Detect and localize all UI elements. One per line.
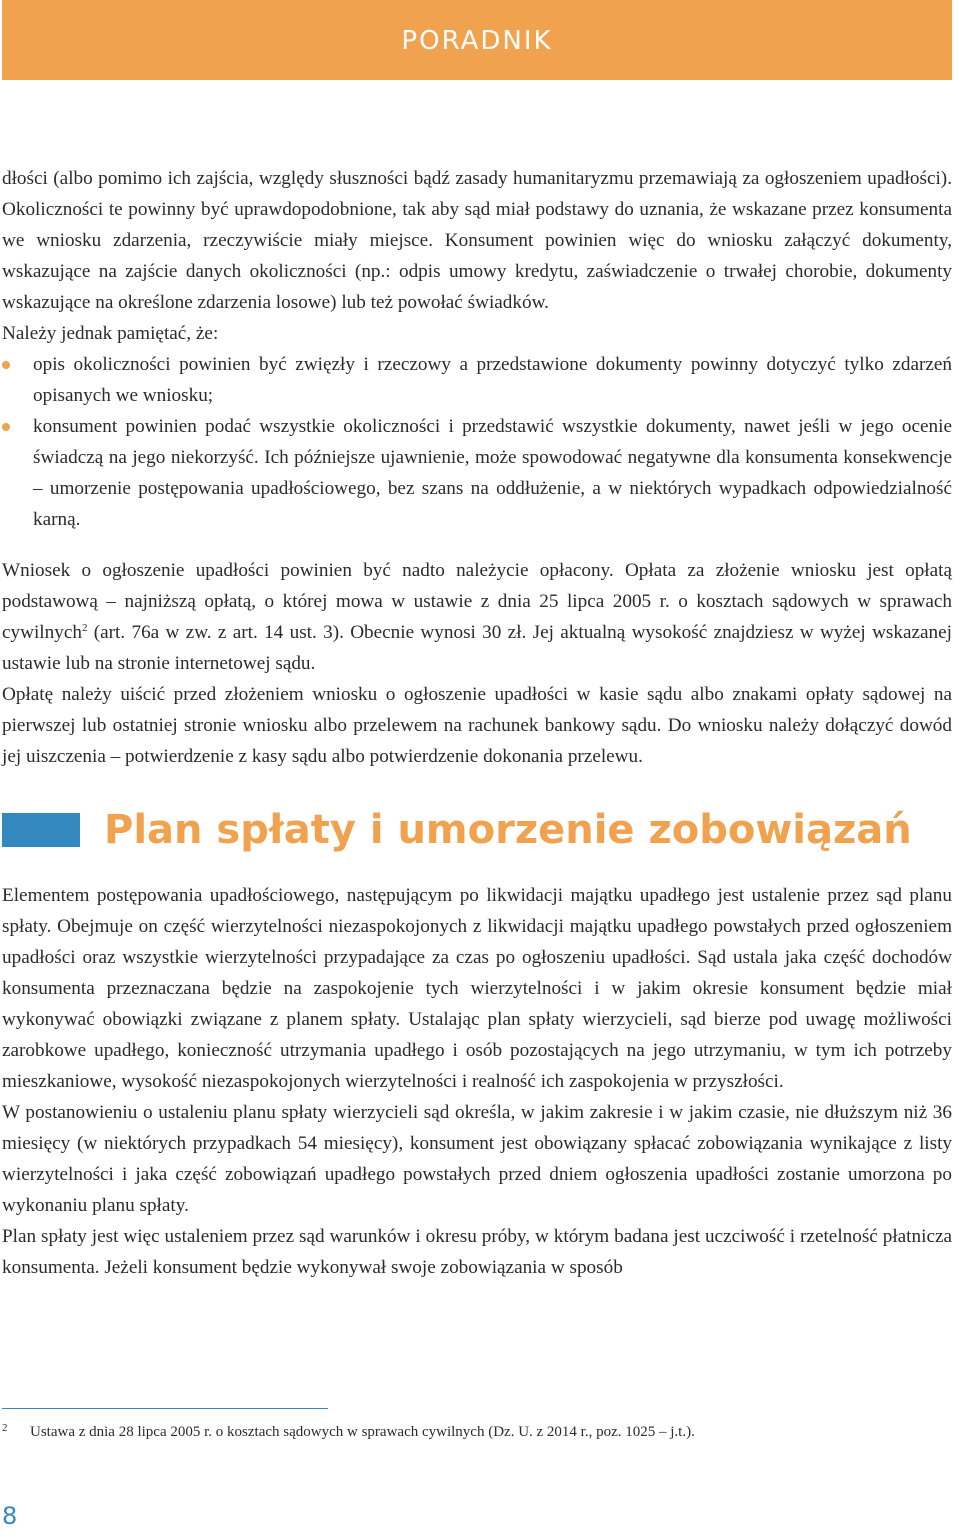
footnote — [2, 1418, 942, 1442]
bullet-icon — [2, 423, 10, 431]
footnote-text: Ustawa z dnia 28 lipca 2005 r. o kosztach sądowych w sprawach cywilnych (Dz. U. z 2014 r., poz. 1025 – j.t.). — [30, 1424, 695, 1440]
section-header — [2, 798, 952, 862]
header-banner — [2, 0, 952, 80]
list-item-text: konsument powinien podać wszystkie okoliczności i przedstawić wszystkie dokumenty, nawet jeśli w jego ocenie świadczą na jego niekorzyść. Ich późniejsze ujawnienie, może spowodować negatywne dla konsumenta konsekwencje – umorzenie postępowania upadłościowego, bez szans na oddłużenie, a w niektórych wypadkach odpowiedzialność karną. — [33, 416, 952, 530]
paragraph: Plan spłaty jest więc ustaleniem przez sąd warunków i okresu próby, w którym badana jest uczciwość i rzetelność płatnicza konsumenta. Jeżeli konsument będzie wykonywał swoje zobowiązania w sposób — [2, 1226, 952, 1278]
paragraph — [2, 555, 952, 679]
paragraph: Elementem postępowania upadłościowego, następującym po likwidacji majątku upadłego jest ustalenie przez sąd planu spłaty. Obejmuje on część wierzytelności niezaspokojonych z likwidacji majątku upadłego powstałych przed ogłoszeniem upadłości oraz wszystkie wierzytelności przypadające za czas po ogłoszeniu upadłości. Sąd ustala jaka część dochodów konsumenta przeznaczana będzie na zaspokojenie tych wierzytelności i w jakim okresie konsument będzie miał wykonywać obowiązki związane z planem spłaty. Ustalając plan spłaty wierzycieli, sąd bierze pod uwagę możliwości zarobkowe upadłego, konieczność utrzymania upadłego i osób pozostających na jego utrzymaniu, w tym ich potrzeby mieszkaniowe, wysokość niezaspokojonych wierzytelności i realność ich zaspokojenia w przyszłości. — [2, 885, 952, 1092]
footnote-ref[interactable]: 2 — [81, 622, 88, 634]
list-item — [2, 411, 952, 535]
list-item — [2, 349, 952, 411]
header-title: PORADNIK — [401, 26, 553, 56]
section-title: Plan spłaty i umorzenie zobowiązań — [104, 806, 912, 853]
paragraph: dłości (albo pomimo ich zajścia, względy słuszności bądź zasady humanitaryzmu przemawiają za ogłoszeniem upadłości). Okoliczności te powinny być uprawdopodobnione, tak aby sąd miał podstawy do uznania, że wskazane przez konsumenta we wniosku zdarzenia, rzeczywiście miały miejsce. Konsument powinien więc do wniosku załączyć dokumenty, wskazujące na zajście danych okoliczności (np.: odpis umowy kredytu, zaświadczenie o trwałej chorobie, dokumenty wskazujące na określone zdarzenia losowe) lub też powołać świadków. — [2, 168, 952, 313]
bullet-icon — [2, 361, 10, 369]
paragraph: W postanowieniu o ustaleniu planu spłaty wierzycieli sąd określa, w jakim zakresie i w jakim czasie, nie dłuższym niż 36 miesięcy (w niektórych przypadkach 54 miesięcy), konsument jest obowiązany spłacać zobowiązania wynikające z listy wierzytelności i jaka część zobowiązań upadłego powstałych przed dniem ogłoszenia upadłości zostanie umorzona po wykonaniu planu spłaty. — [2, 1102, 952, 1216]
bullet-list — [2, 349, 952, 535]
main-content — [2, 163, 952, 1283]
footnote-divider — [2, 1408, 328, 1409]
paragraph-text: Wniosek o ogłoszenie upadłości powinien być nadto należycie opłacony. Opłata za złożenie wniosku jest opłatą podstawową – najniższą opłatą, o której mowa w ustawie z dnia 25 lipca 2005 r. o kosztach sądowych w sprawach cywilnych — [2, 560, 952, 643]
section-marker — [2, 813, 80, 847]
list-item-text: opis okoliczności powinien być zwięzły i rzeczowy a przedstawione dokumenty powinny dotyczyć tylko zdarzeń opisanych we wniosku; — [33, 354, 952, 406]
list-intro: Należy jednak pamiętać, że: — [2, 323, 219, 344]
footnote-number: 2 — [2, 1422, 8, 1434]
paragraph: Opłatę należy uiścić przed złożeniem wniosku o ogłoszenie upadłości w kasie sądu albo znakami opłaty sądowej na pierwszej lub ostatniej stronie wniosku albo przelewem na rachunek bankowy sądu. Do wniosku należy dołączyć dowód jej uiszczenia – potwierdzenie z kasy sądu albo potwierdzenie dokonania przelewu. — [2, 684, 952, 767]
paragraph-text: (art. 76a w zw. z art. 14 ust. 3). Obecnie wynosi 30 zł. Jej aktualną wysokość znajdziesz w wyżej wskazanej ustawie lub na stronie internetowej sądu. — [2, 622, 952, 674]
page-number: 8 — [2, 1502, 18, 1530]
